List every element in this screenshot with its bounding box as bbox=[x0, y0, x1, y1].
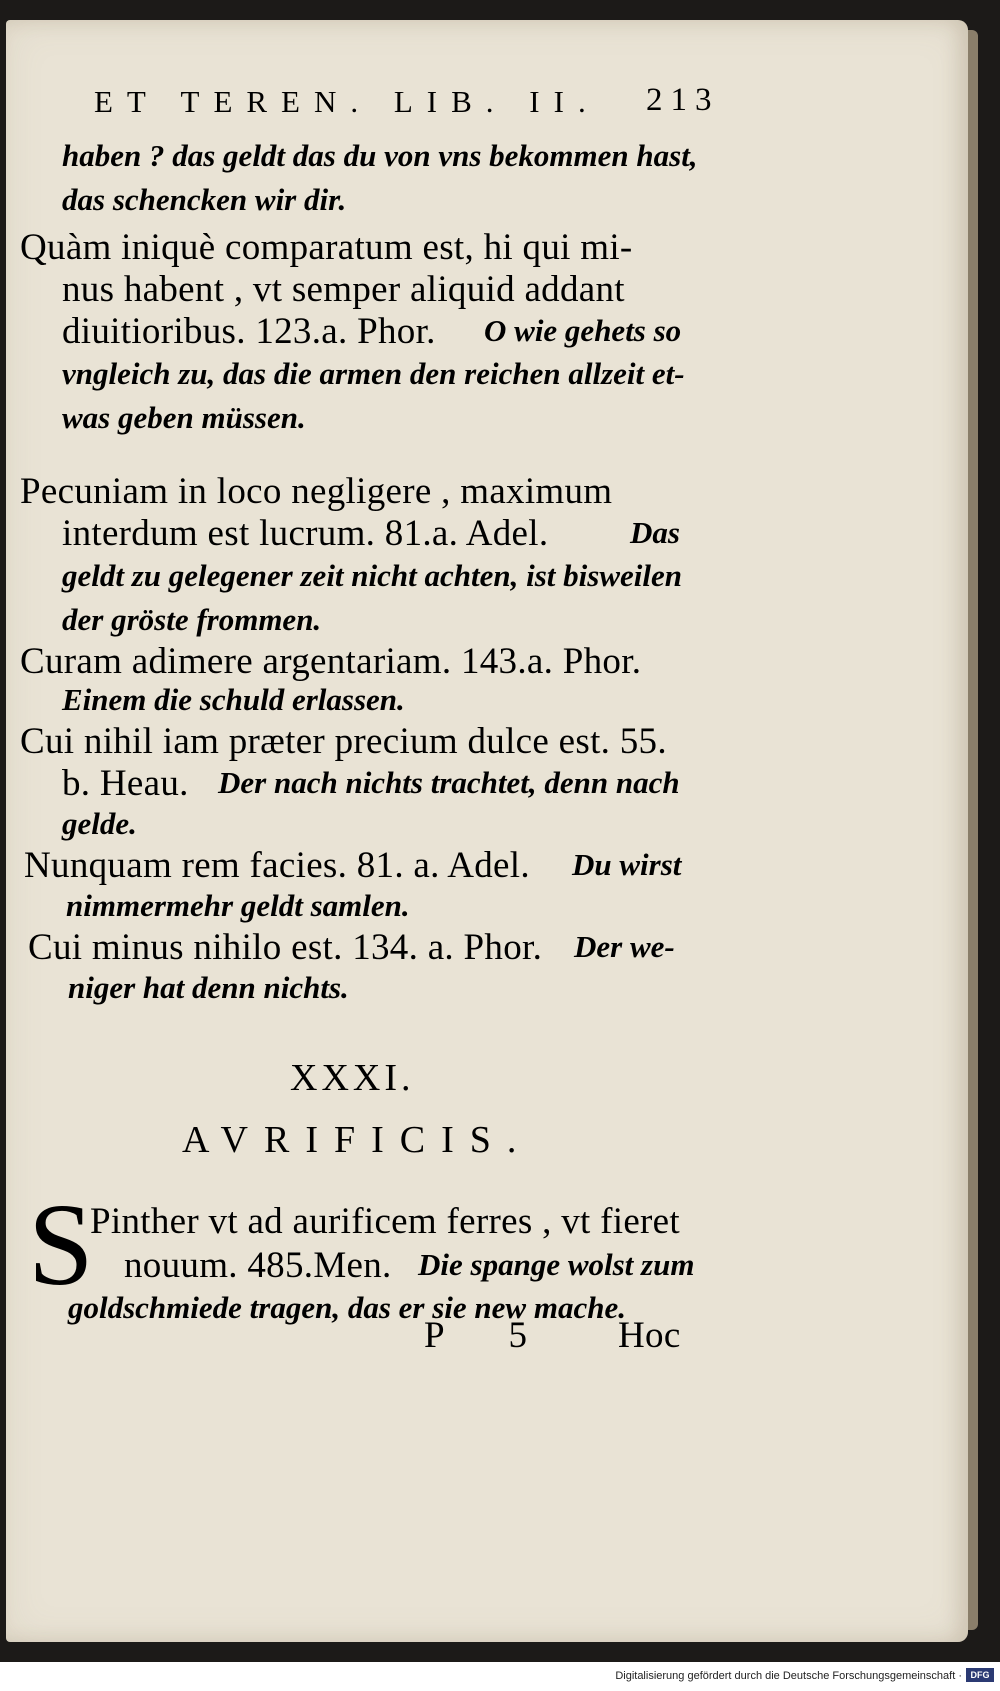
running-title: ET TEREN. LIB. II. bbox=[94, 84, 600, 119]
text-line-14: Cui nihil iam præter precium dulce est. 55. bbox=[20, 721, 667, 762]
catchword: Hoc bbox=[618, 1315, 681, 1356]
drop-cap: S bbox=[28, 1179, 94, 1310]
text-line-15-german: Der nach nichts trachtet, denn nach bbox=[218, 765, 680, 800]
text-line-15: b. Heau. bbox=[62, 763, 189, 804]
text-line-9-german: Das bbox=[630, 515, 680, 550]
text-line-6: vngleich zu, das die armen den reichen allzeit et- bbox=[62, 356, 685, 391]
text-line-10: geldt zu gelegener zeit nicht achten, ist bisweilen bbox=[62, 558, 682, 593]
book-page bbox=[6, 20, 968, 1642]
text-line-16: gelde. bbox=[62, 806, 137, 841]
signature-mark: P 5 bbox=[424, 1315, 555, 1356]
text-line-8: Pecuniam in loco negligere , maximum bbox=[20, 471, 613, 512]
dfg-logo-icon: DFG bbox=[966, 1668, 994, 1682]
text-line-17-german: Du wirst bbox=[572, 847, 682, 882]
text-line-22: nouum. 485.Men. bbox=[124, 1245, 392, 1286]
text-line-3: Quàm iniquè comparatum est, hi qui mi- bbox=[20, 227, 633, 268]
text-line-19: Cui minus nihilo est. 134. a. Phor. bbox=[28, 927, 543, 968]
text-line-5-german: O wie gehets so bbox=[484, 313, 682, 348]
text-line-7: was geben müssen. bbox=[62, 400, 306, 435]
funding-credit: Digitalisierung gefördert durch die Deutsche Forschungsgemeinschaft · bbox=[615, 1670, 962, 1682]
text-line-4: nus habent , vt semper aliquid addant bbox=[62, 269, 625, 310]
text-line-18: nimmermehr geldt samlen. bbox=[66, 888, 410, 923]
text-line-23: goldschmiede tragen, das er sie new mache. bbox=[68, 1290, 626, 1325]
page-number: 213 bbox=[646, 82, 720, 118]
footer-bar bbox=[0, 1662, 1000, 1691]
text-line-5: diuitioribus. 123.a. Phor. bbox=[62, 311, 436, 352]
text-line-17: Nunquam rem facies. 81. a. Adel. bbox=[24, 845, 530, 886]
section-title: AVRIFICIS. bbox=[182, 1119, 533, 1161]
text-line-20: niger hat denn nichts. bbox=[68, 970, 349, 1005]
text-line-13: Einem die schuld erlassen. bbox=[62, 682, 405, 717]
text-line-12: Curam adimere argentariam. 143.a. Phor. bbox=[20, 641, 642, 682]
text-line-11: der gröste frommen. bbox=[62, 602, 322, 637]
section-number: XXXI. bbox=[290, 1057, 415, 1099]
text-line-9: interdum est lucrum. 81.a. Adel. bbox=[62, 513, 549, 554]
page-edge bbox=[968, 30, 978, 1630]
text-line-22-german: Die spange wolst zum bbox=[418, 1247, 695, 1282]
text-line-1: haben ? das geldt das du von vns bekommen hast, bbox=[62, 138, 698, 173]
text-line-21: Pinther vt ad aurificem ferres , vt fieret bbox=[90, 1201, 680, 1242]
text-line-19-german: Der we- bbox=[574, 929, 675, 964]
text-line-2: das schencken wir dir. bbox=[62, 182, 347, 217]
